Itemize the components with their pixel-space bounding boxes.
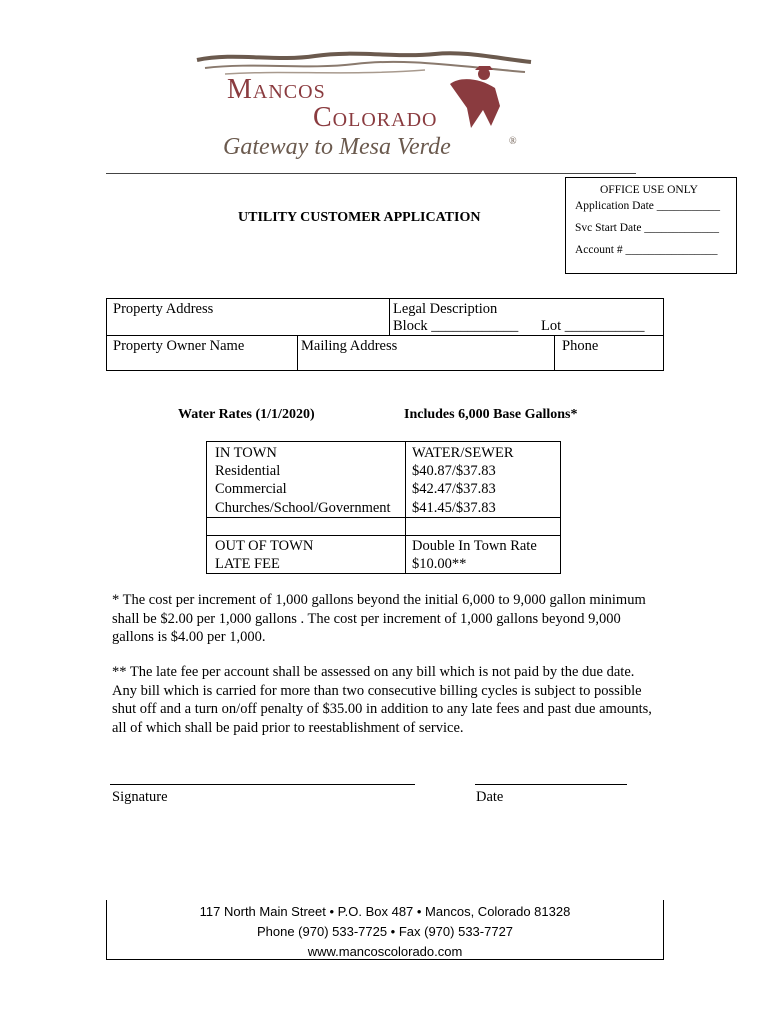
base-gallons-note: Includes 6,000 Base Gallons* [404, 407, 578, 422]
application-date-field[interactable]: Application Date ___________ [575, 200, 721, 212]
row-divider [207, 517, 560, 518]
phone-field[interactable]: Phone [562, 338, 599, 354]
rate-value: WATER/SEWER [412, 445, 514, 461]
account-number-field[interactable]: Account # ________________ [575, 244, 718, 256]
col-divider [554, 335, 555, 370]
footer-address: 117 North Main Street • P.O. Box 487 • Mancos, Colorado 81328 [199, 904, 571, 919]
mancos-logo [195, 48, 535, 172]
date-line[interactable] [475, 784, 627, 785]
cost-footnote: * The cost per increment of 1,000 gallons beyond the initial 6,000 to 9,000 gallon minimum shall be $2.00 per 1,000 gallons . The cost per increment of 1,000 gallons beyond 9,000 gallons is $4.00 per 1,000. [112, 592, 646, 645]
signature-line[interactable] [110, 784, 415, 785]
property-address-field[interactable]: Property Address [113, 301, 214, 317]
rate-label: Churches/School/Government [215, 500, 391, 516]
lot-field[interactable]: Lot ___________ [541, 318, 645, 334]
rate-label: Commercial [215, 481, 287, 497]
page-title: UTILITY CUSTOMER APPLICATION [238, 210, 481, 225]
header-rule [106, 173, 636, 174]
rate-value: Double In Town Rate [412, 538, 537, 554]
water-rates-heading: Water Rates (1/1/2020) [178, 407, 315, 422]
office-use-box [565, 177, 737, 274]
property-table [106, 298, 664, 371]
col-divider [297, 335, 298, 370]
footer-website[interactable]: www.mancoscolorado.com [307, 944, 463, 959]
date-label: Date [476, 789, 504, 805]
footer-phone: Phone (970) 533-7725 • Fax (970) 533-7727 [256, 924, 514, 939]
rate-label: IN TOWN [215, 445, 277, 461]
logo-line-2: Colorado [313, 102, 438, 133]
row-divider [207, 535, 560, 536]
signature-label: Signature [112, 789, 168, 805]
block-field[interactable]: Block ____________ [393, 318, 519, 334]
logo-line-1: Mancos [227, 74, 326, 105]
registered-mark: ® [509, 136, 517, 147]
logo-tagline: Gateway to Mesa Verde [223, 134, 451, 160]
rate-label: Residential [215, 463, 281, 479]
rate-label: OUT OF TOWN [215, 538, 314, 554]
rate-value: $41.45/$37.83 [412, 500, 496, 516]
footer-contact-box [106, 900, 664, 960]
rate-label: LATE FEE [215, 556, 280, 572]
legal-description-label: Legal Description [393, 301, 498, 317]
property-owner-field[interactable]: Property Owner Name [113, 338, 245, 354]
late-fee-footnote: ** The late fee per account shall be assessed on any bill which is not paid by the due date. Any bill which is carried for more than two consecutive billing cycles is subject to possible shut off and a turn on/off penalty of $35.00 in addition to any late fees and past due amounts, all of which shall be paid prior to reestablishment of service. [112, 664, 652, 736]
col-divider [389, 299, 390, 335]
mailing-address-field[interactable]: Mailing Address [301, 338, 398, 354]
rate-value: $42.47/$37.83 [412, 481, 496, 497]
office-heading: OFFICE USE ONLY [600, 184, 698, 196]
rates-table [206, 441, 561, 574]
rate-value: $40.87/$37.83 [412, 463, 496, 479]
row-divider [107, 335, 663, 336]
svc-start-date-field[interactable]: Svc Start Date _____________ [575, 222, 720, 234]
col-divider [405, 442, 406, 573]
rate-value: $10.00** [412, 556, 467, 572]
